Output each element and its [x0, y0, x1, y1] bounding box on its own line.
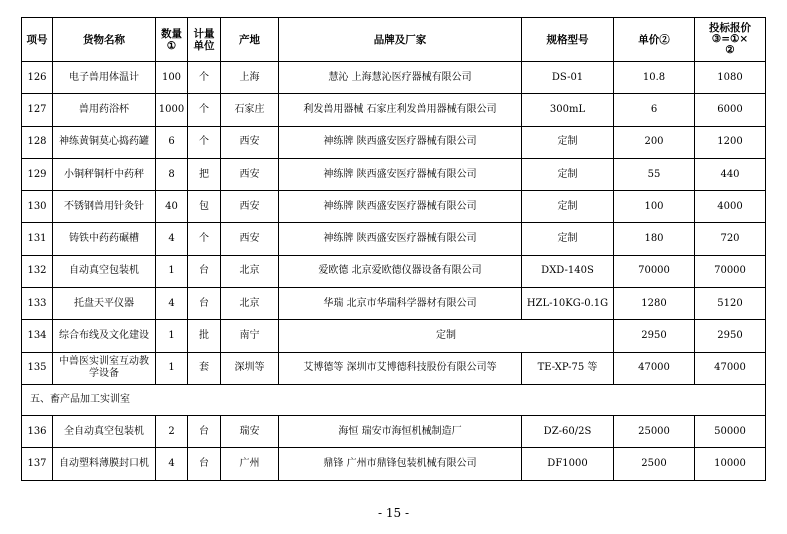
cell-unit: 个	[188, 94, 221, 126]
cell-origin: 上海	[221, 62, 279, 94]
cell-qty: 40	[156, 191, 188, 223]
cell-qty: 1	[156, 255, 188, 287]
cell-total: 2950	[695, 320, 766, 352]
cell-brand: 海恒 瑞安市海恒机械制造厂	[279, 415, 522, 447]
cell-spec: 300mL	[522, 94, 614, 126]
cell-total: 1080	[695, 62, 766, 94]
page-number: - 15 -	[377, 506, 409, 520]
cell-brand: 定制	[279, 320, 614, 352]
header-name: 货物名称	[53, 18, 156, 62]
cell-unit: 台	[188, 448, 221, 480]
cell-spec: DF1000	[522, 448, 614, 480]
cell-name: 铸铁中药药碾槽	[53, 223, 156, 255]
cell-qty: 100	[156, 62, 188, 94]
cell-origin: 瑞安	[221, 415, 279, 447]
cell-unit: 台	[188, 288, 221, 320]
cell-origin: 南宁	[221, 320, 279, 352]
cell-no: 132	[22, 255, 53, 287]
cell-origin: 西安	[221, 191, 279, 223]
cell-name: 托盘天平仪器	[53, 288, 156, 320]
table-row	[22, 62, 766, 94]
cell-no: 131	[22, 223, 53, 255]
cell-qty: 1	[156, 352, 188, 384]
cell-origin: 广州	[221, 448, 279, 480]
cell-total: 50000	[695, 415, 766, 447]
cell-spec: 定制	[522, 158, 614, 190]
cell-no: 129	[22, 158, 53, 190]
cell-price: 70000	[614, 255, 695, 287]
cell-total: 70000	[695, 255, 766, 287]
cell-brand: 爱欧德 北京爱欧德仪器设备有限公司	[279, 255, 522, 287]
cell-no: 134	[22, 320, 53, 352]
cell-total: 4000	[695, 191, 766, 223]
cell-no: 137	[22, 448, 53, 480]
cell-qty: 4	[156, 223, 188, 255]
header-spec: 规格型号	[522, 18, 614, 62]
header-qty: 数量 ①	[156, 18, 188, 62]
cell-price: 25000	[614, 415, 695, 447]
cell-brand: 神练牌 陕西盛安医疗器械有限公司	[279, 191, 522, 223]
cell-brand: 神练牌 陕西盛安医疗器械有限公司	[279, 223, 522, 255]
cell-no: 130	[22, 191, 53, 223]
cell-name: 神练黄铜莫心捣药罐	[53, 126, 156, 158]
cell-spec: 定制	[522, 223, 614, 255]
cell-unit: 个	[188, 126, 221, 158]
header-unit: 计量 单位	[188, 18, 221, 62]
section-title: 五、畜产品加工实训室	[22, 384, 766, 415]
cell-no: 126	[22, 62, 53, 94]
cell-name: 不锈钢兽用针灸针	[53, 191, 156, 223]
cell-price: 2500	[614, 448, 695, 480]
header-row	[22, 18, 766, 62]
cell-name: 自动真空包装机	[53, 255, 156, 287]
cell-name: 电子兽用体温计	[53, 62, 156, 94]
cell-origin: 西安	[221, 126, 279, 158]
table-row	[22, 415, 766, 447]
cell-spec: DS-01	[522, 62, 614, 94]
cell-unit: 套	[188, 352, 221, 384]
header-total: 投标报价 ③=①× ②	[695, 18, 766, 62]
cell-unit: 台	[188, 415, 221, 447]
cell-unit: 批	[188, 320, 221, 352]
cell-name: 中兽医实训室互动教学设备	[53, 352, 156, 384]
cell-spec: DZ-60/2S	[522, 415, 614, 447]
cell-qty: 6	[156, 126, 188, 158]
cell-name: 综合布线及文化建设	[53, 320, 156, 352]
cell-qty: 4	[156, 288, 188, 320]
cell-total: 440	[695, 158, 766, 190]
cell-brand: 华瑞 北京市华瑞科学器材有限公司	[279, 288, 522, 320]
cell-total: 720	[695, 223, 766, 255]
cell-spec: 定制	[522, 126, 614, 158]
cell-spec: DXD-140S	[522, 255, 614, 287]
cell-no: 135	[22, 352, 53, 384]
goods-table	[21, 17, 766, 481]
cell-no: 127	[22, 94, 53, 126]
header-origin: 产地	[221, 18, 279, 62]
cell-total: 10000	[695, 448, 766, 480]
cell-price: 55	[614, 158, 695, 190]
header-price: 单价②	[614, 18, 695, 62]
table-row	[22, 223, 766, 255]
header-no: 项号	[22, 18, 53, 62]
cell-qty: 2	[156, 415, 188, 447]
cell-name: 全自动真空包装机	[53, 415, 156, 447]
cell-spec: 定制	[522, 191, 614, 223]
cell-brand: 利发兽用器械 石家庄利发兽用器械有限公司	[279, 94, 522, 126]
cell-price: 10.8	[614, 62, 695, 94]
cell-total: 1200	[695, 126, 766, 158]
cell-spec: HZL-10KG-0.1G	[522, 288, 614, 320]
table-row	[22, 191, 766, 223]
cell-no: 133	[22, 288, 53, 320]
table-row	[22, 255, 766, 287]
cell-name: 自动塑料薄膜封口机	[53, 448, 156, 480]
cell-no: 128	[22, 126, 53, 158]
cell-brand: 鼎锋 广州市鼎锋包装机械有限公司	[279, 448, 522, 480]
cell-origin: 深圳等	[221, 352, 279, 384]
cell-total: 47000	[695, 352, 766, 384]
cell-brand: 艾博德等 深圳市艾博德科技股份有限公司等	[279, 352, 522, 384]
cell-origin: 北京	[221, 288, 279, 320]
cell-qty: 8	[156, 158, 188, 190]
cell-unit: 包	[188, 191, 221, 223]
cell-brand: 神练牌 陕西盛安医疗器械有限公司	[279, 158, 522, 190]
cell-price: 100	[614, 191, 695, 223]
cell-origin: 西安	[221, 223, 279, 255]
section-row	[22, 384, 766, 415]
cell-name: 兽用药浴杯	[53, 94, 156, 126]
cell-no: 136	[22, 415, 53, 447]
table-row	[22, 94, 766, 126]
cell-price: 200	[614, 126, 695, 158]
table-row	[22, 320, 766, 352]
cell-brand: 神练牌 陕西盛安医疗器械有限公司	[279, 126, 522, 158]
cell-origin: 西安	[221, 158, 279, 190]
cell-price: 47000	[614, 352, 695, 384]
cell-price: 6	[614, 94, 695, 126]
cell-brand: 慧沁 上海慧沁医疗器械有限公司	[279, 62, 522, 94]
table-row	[22, 352, 766, 384]
cell-name: 小铜秤铜杆中药秤	[53, 158, 156, 190]
cell-price: 2950	[614, 320, 695, 352]
table-row	[22, 158, 766, 190]
table-row	[22, 126, 766, 158]
header-brand: 品牌及厂家	[279, 18, 522, 62]
cell-unit: 把	[188, 158, 221, 190]
cell-price: 180	[614, 223, 695, 255]
cell-origin: 石家庄	[221, 94, 279, 126]
table-row	[22, 448, 766, 480]
cell-spec: TE-XP-75 等	[522, 352, 614, 384]
table-row	[22, 288, 766, 320]
cell-total: 5120	[695, 288, 766, 320]
cell-qty: 1	[156, 320, 188, 352]
cell-price: 1280	[614, 288, 695, 320]
cell-unit: 个	[188, 62, 221, 94]
cell-qty: 1000	[156, 94, 188, 126]
cell-unit: 台	[188, 255, 221, 287]
cell-unit: 个	[188, 223, 221, 255]
cell-qty: 4	[156, 448, 188, 480]
cell-origin: 北京	[221, 255, 279, 287]
cell-total: 6000	[695, 94, 766, 126]
